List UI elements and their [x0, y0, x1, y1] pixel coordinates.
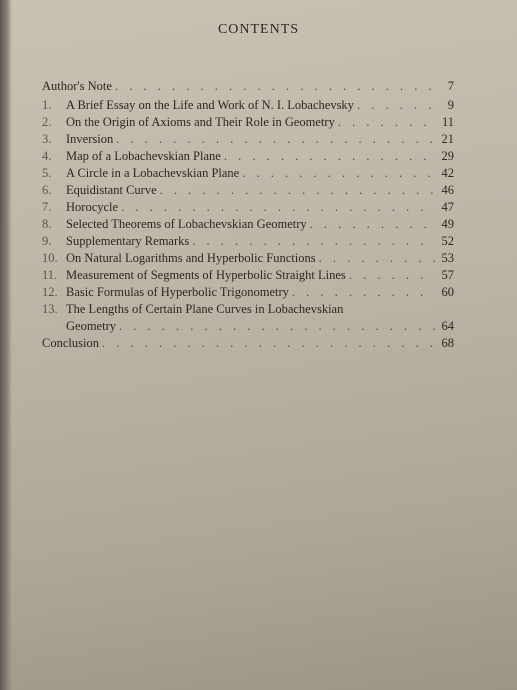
toc-entry-label: Selected Theorems of Lobachevskian Geometry [66, 217, 307, 231]
toc-entry-label: Equidistant Curve [66, 183, 157, 197]
toc-entry-label: On Natural Logarithms and Hyperbolic Functions [66, 251, 316, 265]
toc-entry-label: The Lengths of Certain Plane Curves in Lobachevskian [66, 302, 344, 316]
leader-dots [121, 199, 435, 216]
toc-entry-label: Supplementary Remarks [66, 234, 190, 248]
toc-entry-label: Basic Formulas of Hyperbolic Trigonometry [66, 285, 289, 299]
toc-entry-1 [42, 97, 454, 114]
toc-entry-number: 6. [42, 183, 52, 197]
page-title: CONTENTS [217, 22, 300, 37]
leader-dots [116, 131, 435, 148]
toc-entry-label: On the Origin of Axioms and Their Role in Geometry [66, 115, 335, 129]
leader-dots [292, 284, 435, 301]
leader-dots [357, 97, 435, 114]
page-gutter-shadow [0, 0, 12, 690]
toc-entry-5 [42, 165, 454, 182]
toc-entry-8 [42, 216, 454, 233]
toc-entry-page: 7 [447, 79, 454, 93]
toc-entry-10 [42, 250, 454, 267]
toc-entry-13 [42, 301, 454, 318]
toc-entry-page: 29 [441, 149, 454, 163]
toc-entry-page: 46 [441, 183, 454, 197]
toc-entry-label: Conclusion [42, 336, 99, 350]
toc-entry-13-continuation [42, 318, 454, 335]
toc-entry-number: 5. [42, 166, 52, 180]
toc-entry-4 [42, 148, 454, 165]
toc-entry-page: 9 [447, 98, 454, 112]
toc-entry-page: 52 [441, 234, 454, 248]
toc-entry-page: 49 [441, 217, 454, 231]
toc-entry-label: Measurement of Segments of Hyperbolic Straight Lines [66, 268, 346, 282]
toc-entry-2 [42, 114, 454, 131]
toc-entry-page: 64 [441, 319, 454, 333]
toc-entry-number: 10. [42, 251, 58, 265]
toc-entry-label: Inversion [66, 132, 114, 146]
toc-entry-12 [42, 284, 454, 301]
toc-entry-number: 9. [42, 234, 52, 248]
leader-dots [319, 250, 435, 267]
toc-entry-number: 1. [42, 98, 52, 112]
toc-entry-number: 4. [42, 149, 52, 163]
leader-dots [310, 216, 435, 233]
leader-dots [102, 335, 435, 352]
toc-entry-page: 21 [441, 132, 454, 146]
toc-entry-9 [42, 233, 454, 250]
toc-entry-page: 68 [441, 336, 454, 350]
leader-dots [115, 78, 435, 95]
leader-dots [338, 114, 435, 131]
toc-entry-page: 60 [441, 285, 454, 299]
toc-entry-conclusion [42, 335, 454, 352]
toc-entry-authors-note [42, 78, 454, 95]
leader-dots [119, 318, 435, 335]
leader-dots [224, 148, 435, 165]
toc-entry-label: A Brief Essay on the Life and Work of N. I. Lobachevsky [66, 98, 354, 112]
toc-entry-label-continued: Geometry [66, 319, 116, 333]
toc-entry-page: 11 [441, 115, 454, 129]
table-of-contents [42, 78, 454, 352]
toc-entry-number: 13. [42, 302, 58, 316]
toc-entry-page: 57 [441, 268, 454, 282]
toc-entry-page: 53 [441, 251, 454, 265]
toc-entry-7 [42, 199, 454, 216]
toc-entry-number: 3. [42, 132, 52, 146]
toc-entry-label: A Circle in a Lobachevskian Plane [66, 166, 240, 180]
toc-entry-number: 11. [42, 268, 58, 282]
toc-entry-label: Map of a Lobachevskian Plane [66, 149, 221, 163]
toc-entry-3 [42, 131, 454, 148]
toc-entry-number: 7. [42, 200, 52, 214]
toc-entry-number: 12. [42, 285, 58, 299]
toc-entry-6 [42, 182, 454, 199]
toc-entry-label: Author's Note [42, 79, 112, 93]
toc-entry-label: Horocycle [66, 200, 119, 214]
leader-dots [192, 233, 435, 250]
toc-entry-11 [42, 267, 454, 284]
leader-dots [160, 182, 435, 199]
toc-entry-number: 8. [42, 217, 52, 231]
leader-dots [242, 165, 435, 182]
toc-entry-number: 2. [42, 115, 52, 129]
leader-dots [349, 267, 435, 284]
toc-entry-page: 47 [441, 200, 454, 214]
toc-entry-page: 42 [441, 166, 454, 180]
